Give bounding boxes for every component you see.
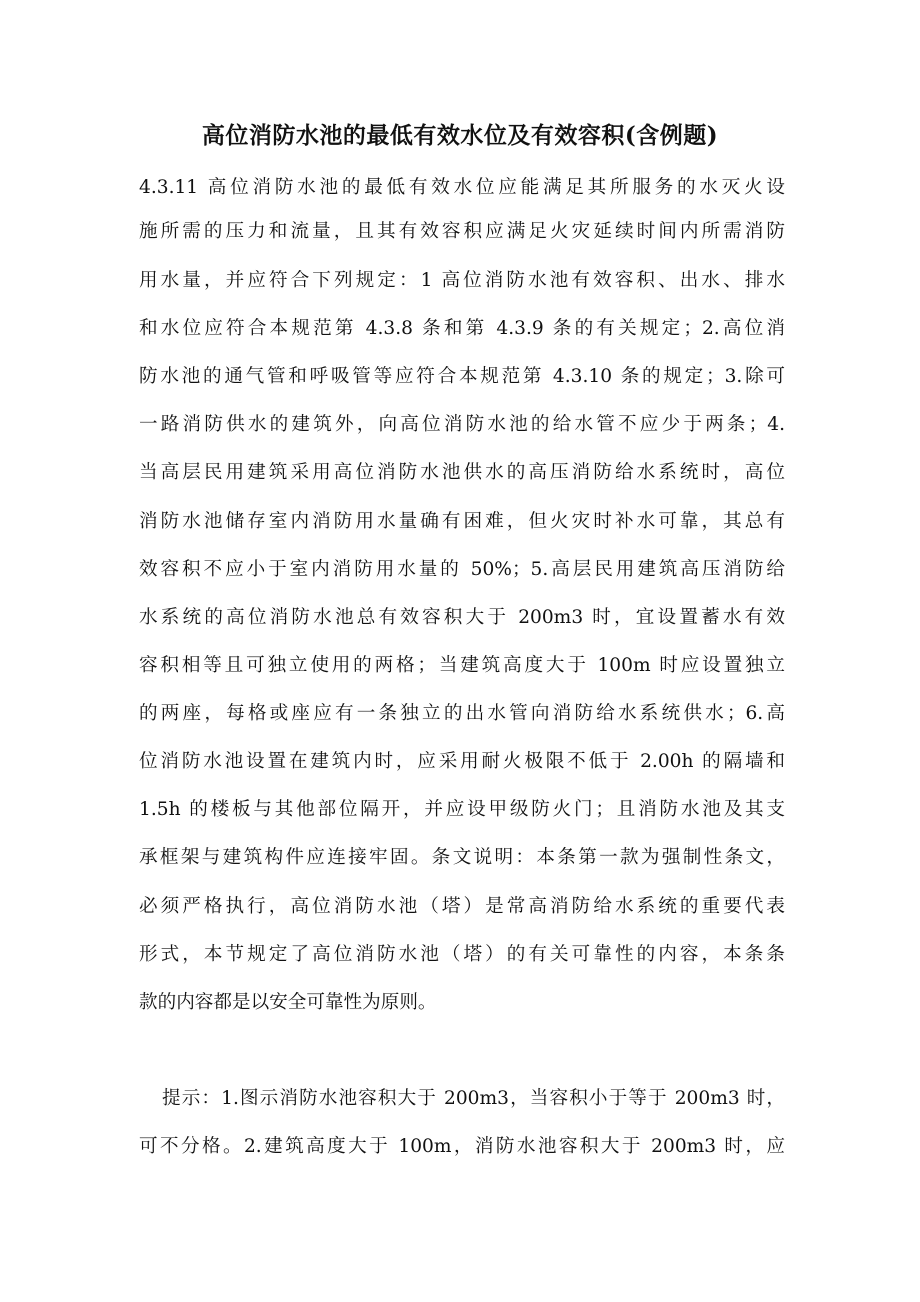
paragraph-line: 必须严格执行，高位消防水池（塔）是常高消防给水系统的重要代表	[139, 896, 785, 917]
paragraph-line: 款的内容都是以安全可靠性为原则。	[139, 992, 437, 1013]
hint-line: 提示：1.图示消防水池容积大于 200m3，当容积小于等于 200m3 时，	[162, 1088, 785, 1109]
paragraph-line: 用水量，并应符合下列规定：1 高位消防水池有效容积、出水、排水	[139, 270, 785, 291]
paragraph-line: 水系统的高位消防水池总有效容积大于 200m3 时，宜设置蓄水有效	[139, 607, 785, 628]
hint-line: 可不分格。2.建筑高度大于 100m，消防水池容积大于 200m3 时，应	[139, 1136, 785, 1157]
paragraph-line: 位消防水池设置在建筑内时，应采用耐火极限不低于 2.00h 的隔墙和	[139, 751, 785, 772]
paragraph-line: 施所需的压力和流量，且其有效容积应满足火灾延续时间内所需消防	[139, 221, 785, 242]
paragraph-line: 的两座，每格或座应有一条独立的出水管向消防给水系统供水；6.高	[139, 703, 785, 724]
paragraph-line: 和水位应符合本规范第 4.3.8 条和第 4.3.9 条的有关规定；2.高位消	[139, 318, 785, 339]
paragraph-line: 消防水池储存室内消防用水量确有困难，但火灾时补水可靠，其总有	[139, 511, 785, 532]
paragraph-line: 当高层民用建筑采用高位消防水池供水的高压消防给水系统时，高位	[139, 462, 785, 483]
document-title: 高位消防水池的最低有效水位及有效容积(含例题)	[201, 122, 719, 149]
paragraph-line: 承框架与建筑构件应连接牢固。条文说明：本条第一款为强制性条文，	[139, 847, 785, 868]
paragraph-line: 1.5h 的楼板与其他部位隔开，并应设甲级防火门；且消防水池及其支	[139, 799, 785, 820]
paragraph-line: 效容积不应小于室内消防用水量的 50%；5.高层民用建筑高压消防给	[139, 559, 785, 580]
paragraph-line: 形式，本节规定了高位消防水池（塔）的有关可靠性的内容，本条条	[139, 944, 785, 965]
paragraph-line: 一路消防供水的建筑外，向高位消防水池的给水管不应少于两条；4.	[139, 414, 785, 435]
paragraph-line: 防水池的通气管和呼吸管等应符合本规范第 4.3.10 条的规定；3.除可	[139, 366, 785, 387]
paragraph-line: 4.3.11 高位消防水池的最低有效水位应能满足其所服务的水灭火设	[139, 177, 785, 198]
paragraph-line: 容积相等且可独立使用的两格；当建筑高度大于 100m 时应设置独立	[139, 655, 785, 676]
